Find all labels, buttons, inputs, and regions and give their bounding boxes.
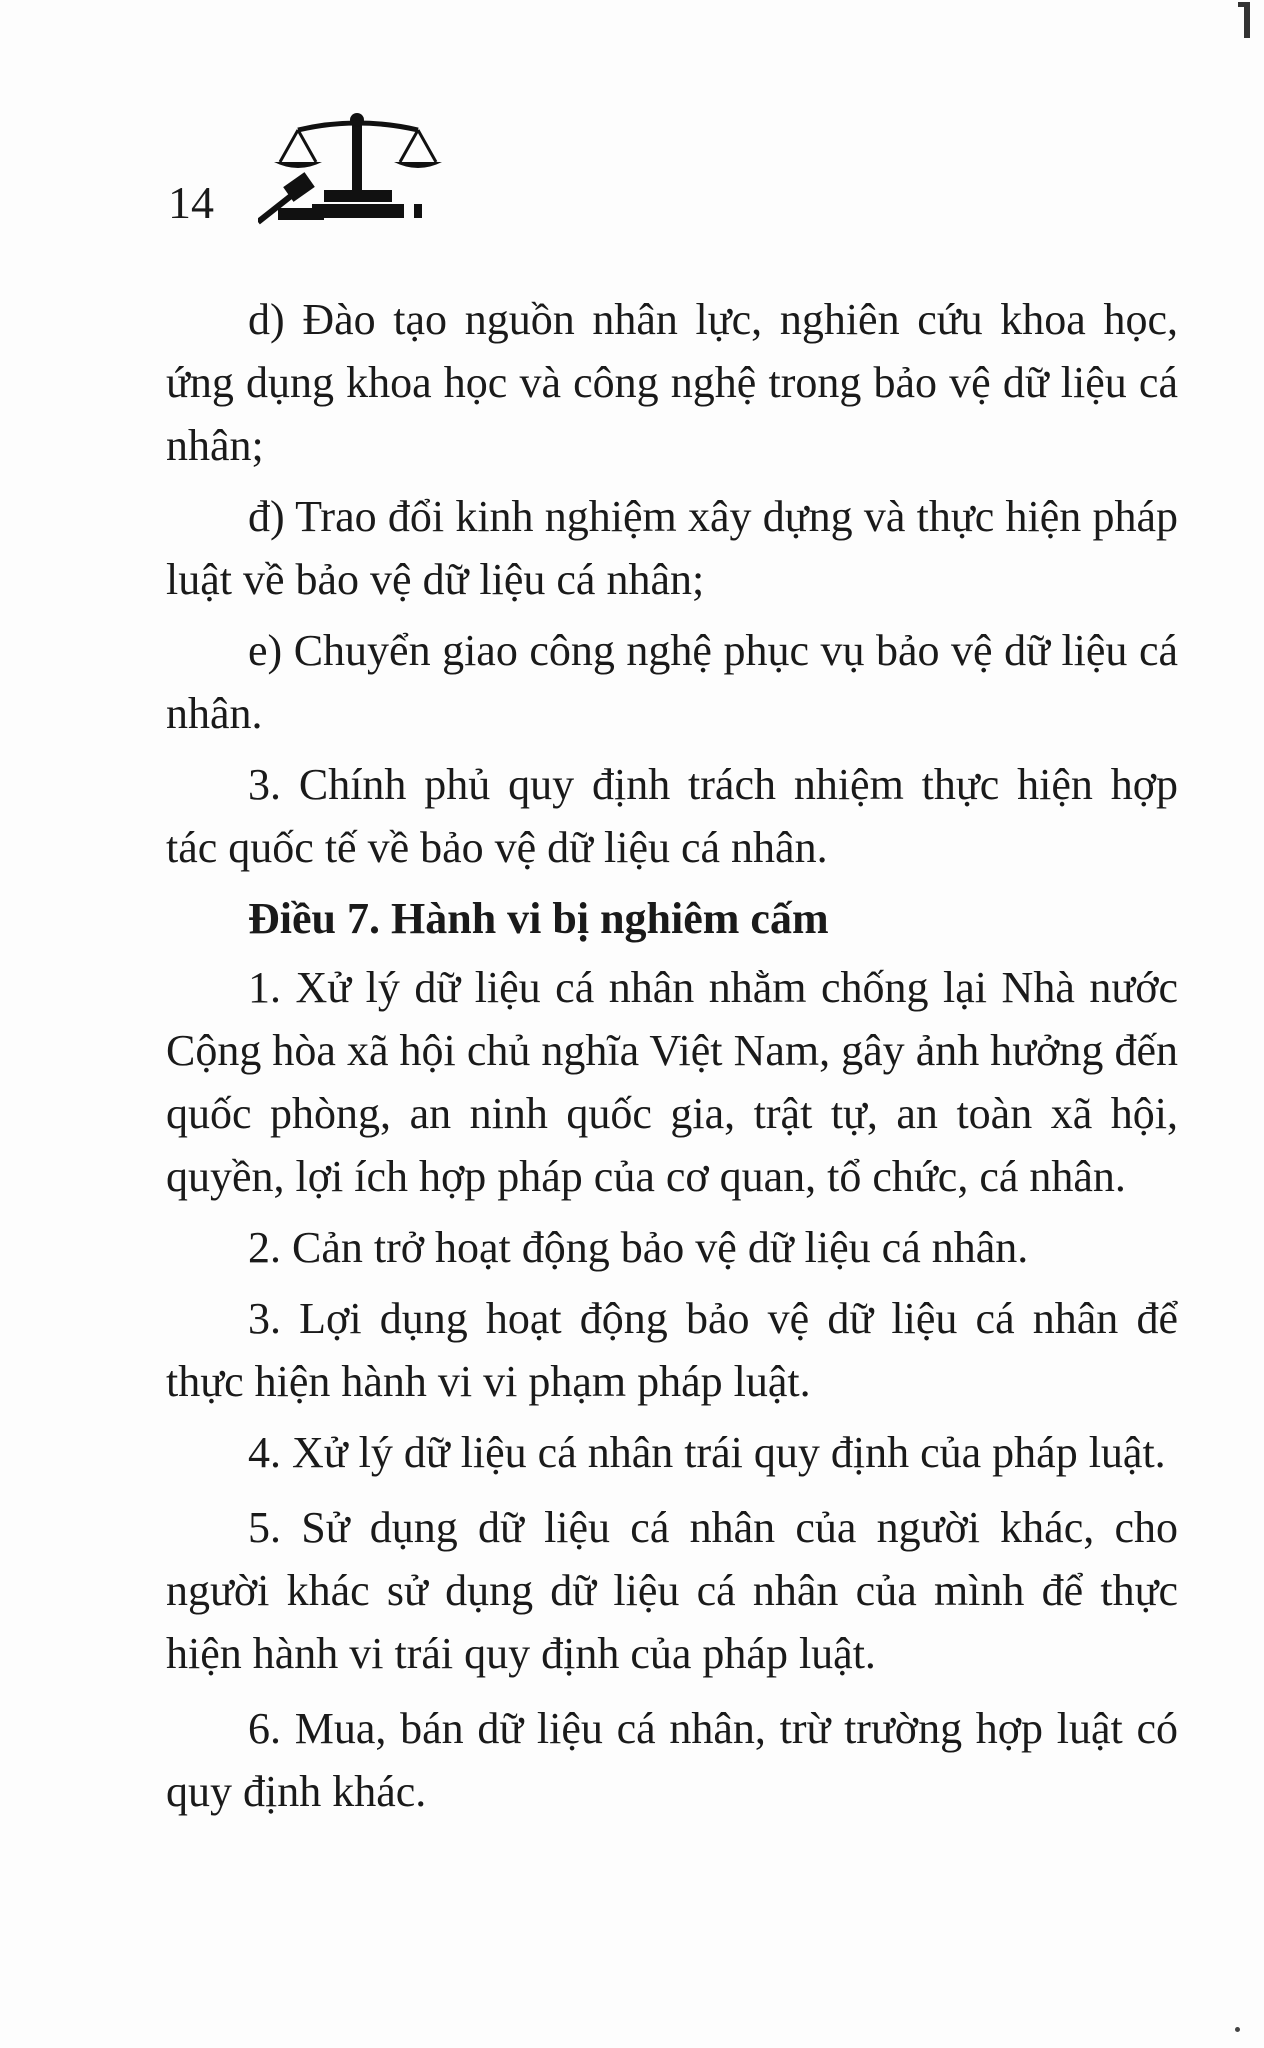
prohibited-act-5: 5. Sử dụng dữ liệu cá nhân của người khác, cho người khác sử dụng dữ liệu cá nhân của mình để thực hiện hành vi trái quy định của pháp luật. bbox=[166, 1503, 1178, 1678]
scan-edge-mark bbox=[1244, 2, 1250, 38]
prohibited-act-6: 6. Mua, bán dữ liệu cá nhân, trừ trường hợp luật có quy định khác. bbox=[166, 1704, 1178, 1816]
page-number: 14 bbox=[168, 177, 214, 228]
scales-of-justice-icon bbox=[258, 112, 478, 230]
scan-dot bbox=[1235, 2027, 1240, 2032]
clause-3-government: 3. Chính phủ quy định trách nhiệm thực hiện hợp tác quốc tế về bảo vệ dữ liệu cá nhân. bbox=[166, 760, 1178, 872]
clause-e: e) Chuyển giao công nghệ phục vụ bảo vệ dữ liệu cá nhân. bbox=[166, 626, 1178, 738]
article-7-heading: Điều 7. Hành vi bị nghiêm cấm bbox=[248, 894, 829, 943]
prohibited-act-3: 3. Lợi dụng hoạt động bảo vệ dữ liệu cá nhân để thực hiện hành vi vi phạm pháp luật. bbox=[166, 1294, 1178, 1406]
prohibited-act-2: 2. Cản trở hoạt động bảo vệ dữ liệu cá nhân. bbox=[248, 1223, 1029, 1272]
page-body bbox=[166, 288, 1178, 1831]
clause-dd: đ) Trao đổi kinh nghiệm xây dựng và thực hiện pháp luật về bảo vệ dữ liệu cá nhân; bbox=[166, 492, 1178, 604]
prohibited-act-1: 1. Xử lý dữ liệu cá nhân nhằm chống lại Nhà nước Cộng hòa xã hội chủ nghĩa Việt Nam, gây ảnh hưởng đến quốc phòng, an ninh quốc gia, trật tự, an toàn xã hội, quyền, lợi ích hợp pháp của cơ quan, tổ chức, cá nhân. bbox=[166, 963, 1178, 1201]
page-header bbox=[160, 100, 560, 240]
clause-d: d) Đào tạo nguồn nhân lực, nghiên cứu khoa học, ứng dụng khoa học và công nghệ trong bảo vệ dữ liệu cá nhân; bbox=[166, 295, 1178, 470]
prohibited-act-4: 4. Xử lý dữ liệu cá nhân trái quy định của pháp luật. bbox=[248, 1428, 1166, 1477]
